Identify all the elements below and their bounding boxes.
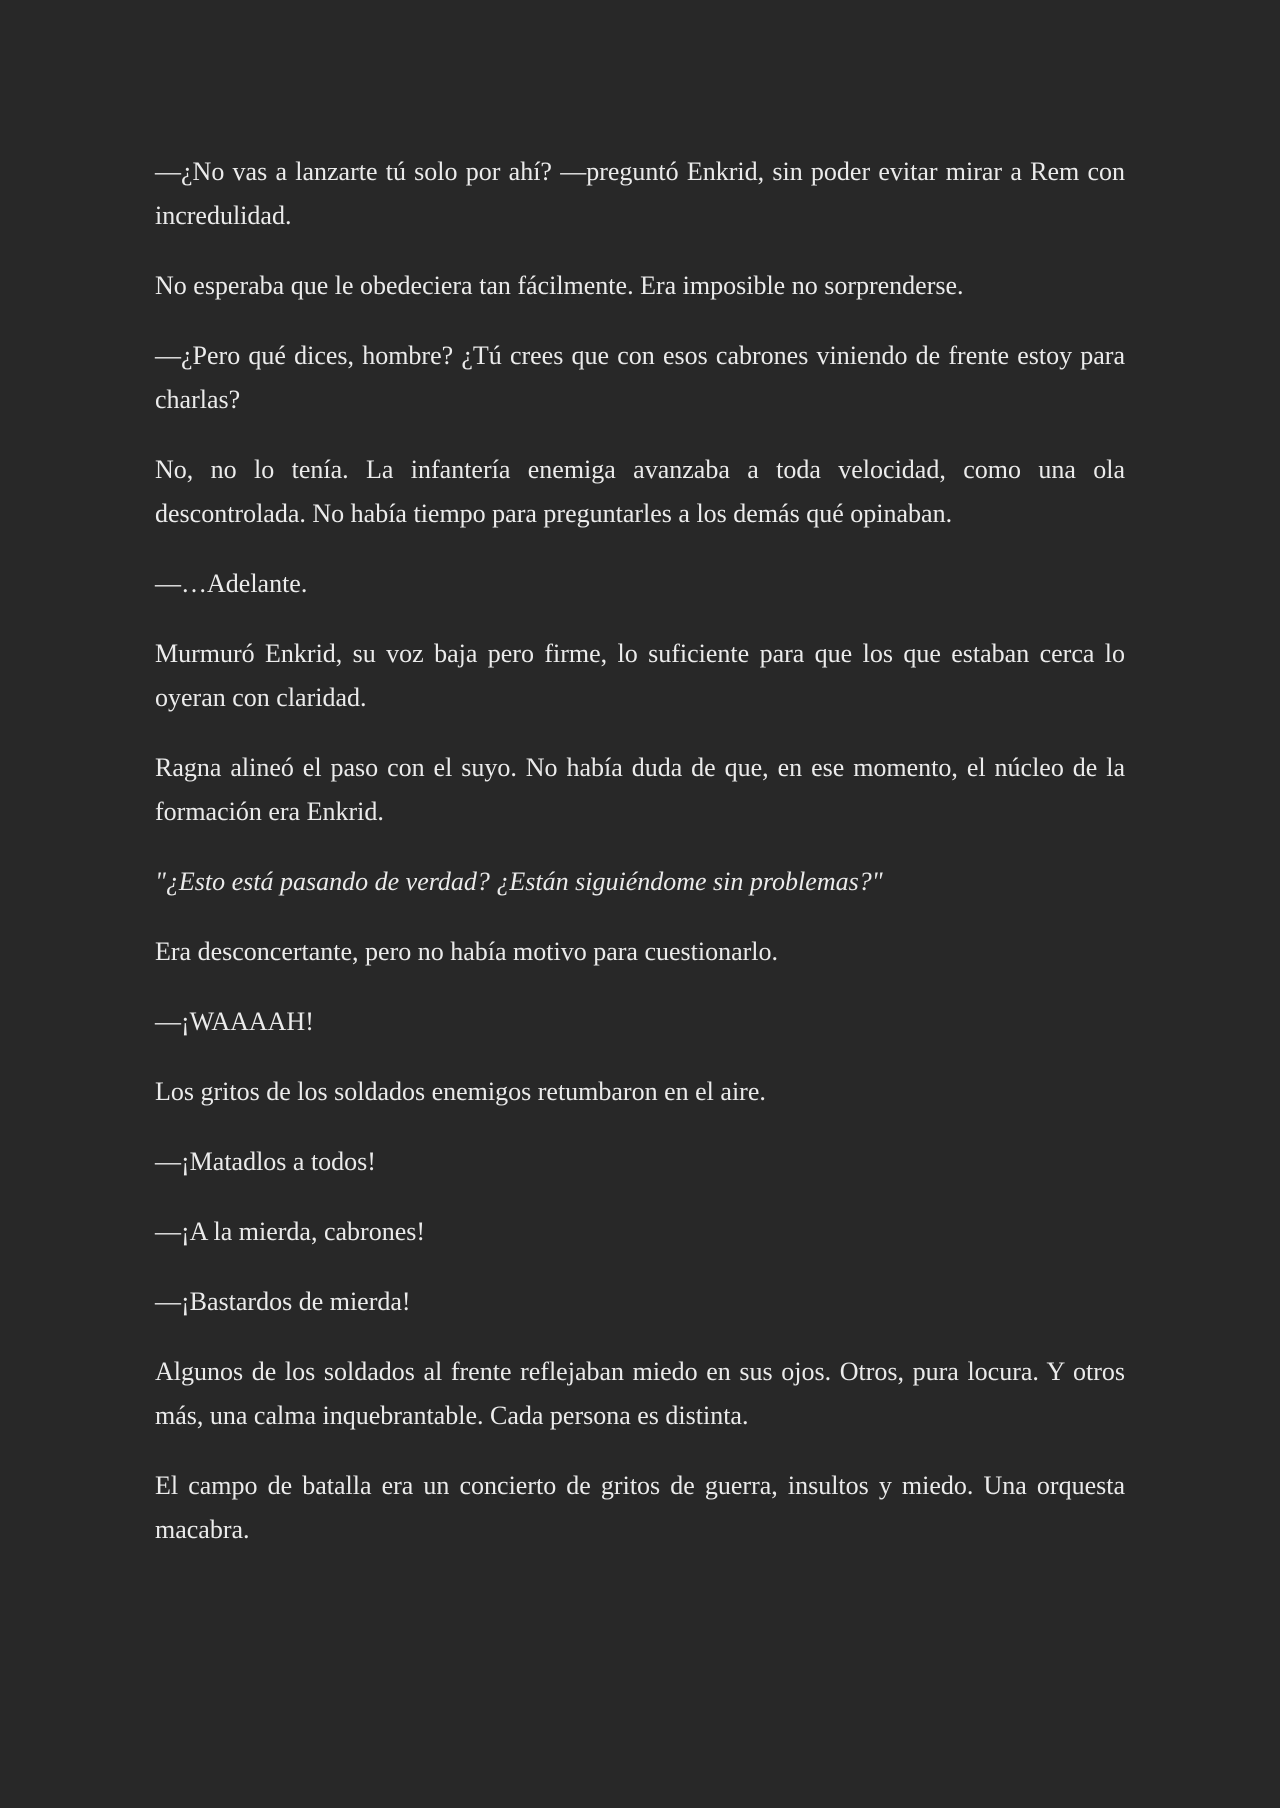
paragraph: Los gritos de los soldados enemigos retumbaron en el aire. xyxy=(155,1077,766,1106)
paragraph: —¿No vas a lanzarte tú solo por ahí? —preguntó Enkrid, sin poder evitar mirar a Rem con incredulidad. xyxy=(155,157,1125,230)
thought-paragraph: "¿Esto está pasando de verdad? ¿Están siguiéndome sin problemas?" xyxy=(155,867,883,896)
paragraph: Algunos de los soldados al frente reflejaban miedo en sus ojos. Otros, pura locura. Y otros más, una calma inquebrantable. Cada persona es distinta. xyxy=(155,1357,1125,1430)
paragraph: —…Adelante. xyxy=(155,569,308,598)
paragraph: Murmuró Enkrid, su voz baja pero firme, lo suficiente para que los que estaban cerca lo oyeran con claridad. xyxy=(155,639,1125,712)
paragraph: —¡Bastardos de mierda! xyxy=(155,1287,411,1316)
paragraph: —¡WAAAAH! xyxy=(155,1007,314,1036)
paragraph: —¡A la mierda, cabrones! xyxy=(155,1217,426,1246)
paragraph: Ragna alineó el paso con el suyo. No había duda de que, en ese momento, el núcleo de la formación era Enkrid. xyxy=(155,753,1125,826)
paragraph: El campo de batalla era un concierto de gritos de guerra, insultos y miedo. Una orquesta macabra. xyxy=(155,1471,1125,1544)
paragraph: —¿Pero qué dices, hombre? ¿Tú crees que con esos cabrones viniendo de frente estoy para charlas? xyxy=(155,341,1125,414)
paragraph: No, no lo tenía. La infantería enemiga avanzaba a toda velocidad, como una ola descontrolada. No había tiempo para preguntarles a los demás qué opinaban. xyxy=(155,455,1125,528)
paragraph: Era desconcertante, pero no había motivo para cuestionarlo. xyxy=(155,937,779,966)
paragraph: No esperaba que le obedeciera tan fácilmente. Era imposible no sorprenderse. xyxy=(155,271,964,300)
paragraph: —¡Matadlos a todos! xyxy=(155,1147,376,1176)
